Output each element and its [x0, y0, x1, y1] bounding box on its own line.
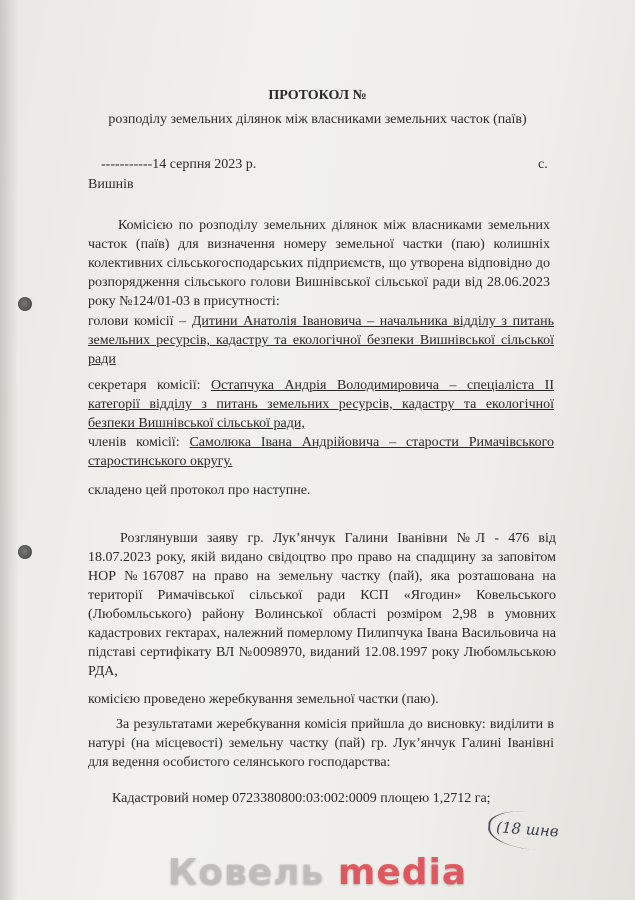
lottery-line: комісією проведено жеребкування земельної частки (паю).	[88, 692, 439, 707]
members-paragraph	[88, 433, 554, 471]
members-label: членів комісії:	[88, 435, 190, 450]
chair-paragraph	[88, 312, 554, 369]
conclusion-paragraph: За результатами жеребкування комісія прийшла до висновку: виділити в натурі (на місцевості) земельну частку (пай) гр. Лук’янчук Галині Іванівні для ведення особистого селянського господарства:	[88, 717, 554, 770]
watermark-part2: media	[337, 852, 468, 893]
chair-label: голови комісії –	[88, 314, 192, 329]
intro-paragraph: Комісією по розподілу земельних ділянок між власниками земельних часток (паїв) для визначення номеру земельної частки (паю) колишніх колективних сільськогосподарських підприємств, що утворена відповідно до розпорядження сільського голови Вишнівської сільської ради від 28.06.2023 року №124/01-03 в присутності:	[88, 218, 550, 309]
village-name: Вишнів	[88, 177, 134, 192]
composed-line: складено цей протокол про наступне.	[88, 483, 311, 498]
members-name: Самолюка Івана Андрійовича – старости Римачівського старостинського округу.	[88, 435, 554, 469]
application-paragraph: Розглянувши заяву гр. Лук’янчук Галини Іванівни №Л - 476 від 18.07.2023 року, якій видано свідоцтво про право на спадщину за заповітом НОР №167087 на право на земельну частку (пай), яка розташована на території Римачівської сільської ради КСП «Ягодин» Ковельського (Любомльського) району Волинської області розміром 2,98 в умовних кадастрових гектарах, належний померлому Пилипчука Івана Васильовича на підставі сертифікату ВЛ №0098970, виданий 12.08.1997 року Любомльською РДА,	[88, 531, 556, 679]
cadastral-line: Кадастровий номер 0723380800:03:002:0009 площею 1,2712 га;	[112, 791, 491, 806]
secretary-name: Остапчука Андрія Володимировича – спеціаліста ІІ категорії відділу з питань земельних ресурсів, кадастру та екологічної безпеки Вишнівської сільської ради,	[88, 378, 554, 431]
protocol-title: ПРОТОКОЛ №	[268, 88, 367, 103]
punch-hole	[18, 297, 32, 311]
protocol-date: -----------14 серпня 2023 р.	[101, 157, 257, 172]
secretary-label: секретаря комісії:	[88, 378, 211, 393]
watermark-logo	[0, 852, 635, 893]
chair-name: Дитини Анатолія Івановича – начальника відділу з питань земельних ресурсів, кадастру та екологічної безпеки Вишнівської сільської ради	[88, 314, 554, 367]
village-prefix: с.	[538, 157, 548, 172]
protocol-subtitle: розподілу земельних ділянок між власниками земельних часток (паїв)	[108, 112, 527, 127]
watermark-part1: Ковель	[167, 852, 325, 893]
secretary-paragraph	[88, 376, 554, 433]
punch-hole	[18, 545, 32, 559]
page-edge-shadow	[0, 0, 18, 900]
handwritten-note: (18 шнв	[487, 809, 587, 854]
